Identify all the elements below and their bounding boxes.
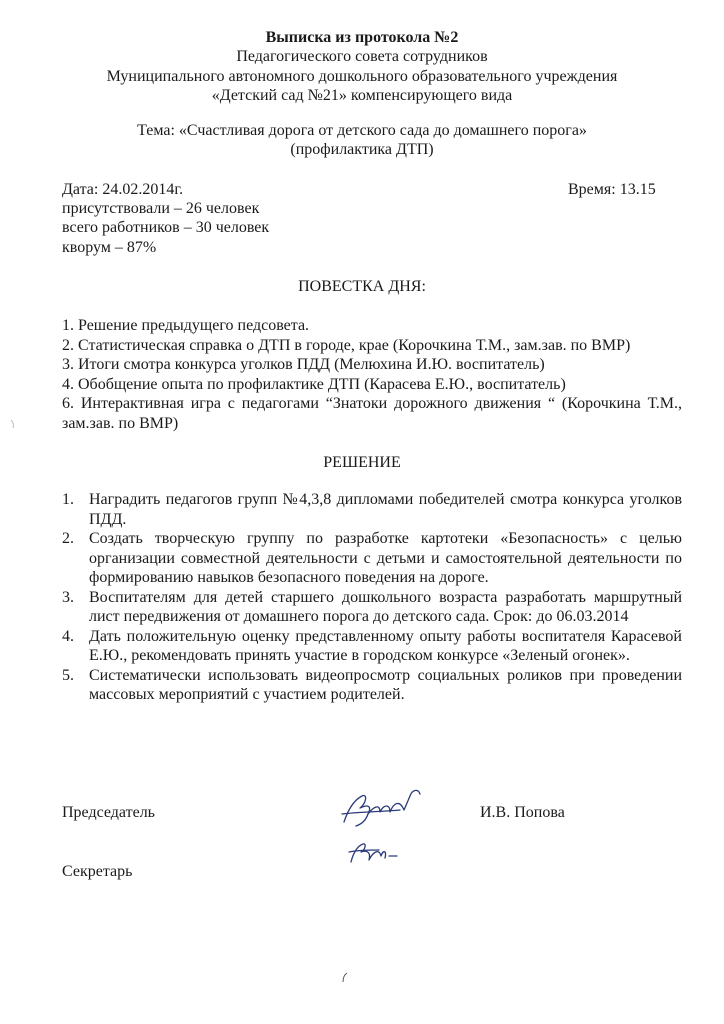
council-line: Педагогического совета сотрудников	[236, 48, 488, 65]
decision-heading: РЕШЕНИЕ	[323, 454, 401, 471]
agenda-item: 3. Итоги смотра конкурса уголков ПДД (Мелюхина И.Ю. воспитатель)	[62, 356, 545, 373]
agenda-list	[62, 316, 682, 433]
agenda-item: 6. Интерактивная игра с педагогами “Знатоки дорожного движения “ (Корочкина Т.М., зам.зав. по ВМР)	[62, 395, 682, 432]
decision-item	[62, 627, 682, 666]
theme-line: Тема: «Счастливая дорога от детского сада до домашнего порога»	[137, 122, 587, 139]
decision-item	[62, 588, 682, 627]
theme-subline: (профилактика ДТП)	[290, 141, 434, 158]
attendance-total: всего работников – 30 человек	[62, 219, 270, 236]
decision-text: Воспитателям для детей старшего дошкольного возраста разработать маршрутный лист передвижения от домашнего порога до детского сада. Срок: до 06.03.2014	[89, 588, 682, 625]
agenda-heading: ПОВЕСТКА ДНЯ:	[298, 278, 426, 295]
decision-text: Систематически использовать видеопросмотр социальных роликов при проведении массовых мероприятий с участием родителей.	[89, 666, 682, 703]
scan-mark	[8, 418, 18, 430]
decision-item	[62, 529, 682, 588]
agenda-item: 4. Обобщение опыта по профилактике ДТП (Карасева Е.Ю., воспитатель)	[62, 375, 566, 393]
chair-signature	[338, 782, 438, 832]
quorum: кворум – 87%	[62, 239, 157, 256]
attendance-present: присутствовали – 26 человек	[62, 200, 260, 217]
scan-mark	[340, 970, 350, 984]
agenda-item: 2. Статистическая справка о ДТП в городе, крае (Корочкина Т.М., зам.зав. по ВМР)	[62, 336, 631, 354]
kindergarten-line: «Детский сад №21» компенсирующего вида	[211, 87, 513, 104]
decision-text: Дать положительную оценку представленному опыту работы воспитателя Карасевой Е.Ю., рекомендовать принять участие в городском конкурсе «Зеленый огонек».	[89, 627, 682, 664]
decision-text: Создать творческую группу по разработке картотеки «Безопасность» с целью организации совместной деятельности с детьми и самостоятельной деятельности по формированию навыков безопасного поведения на дороге.	[89, 530, 682, 586]
decision-text: Наградить педагогов групп №4,3,8 дипломами победителей смотра конкурса уголков ПДД.	[89, 491, 682, 528]
document-title: Выписка из протокола №2	[265, 29, 459, 46]
institution-line: Муниципального автономного дошкольного образовательного учреждения	[106, 68, 618, 85]
decision-item	[62, 666, 682, 705]
meeting-time: Время: 13.15	[568, 181, 656, 198]
secretary-signature	[345, 838, 405, 868]
secretary-label: Секретарь	[62, 863, 133, 880]
decision-item	[62, 490, 682, 529]
decision-number: 1.	[62, 491, 74, 508]
decision-number: 5.	[62, 666, 74, 684]
decision-number: 3.	[62, 588, 74, 606]
decision-number: 2.	[62, 530, 74, 547]
chair-name: И.В. Попова	[480, 804, 565, 821]
meeting-date: Дата: 24.02.2014г.	[62, 181, 184, 198]
chair-label: Председатель	[62, 804, 155, 821]
agenda-item: 1. Решение предыдущего педсовета.	[62, 317, 310, 334]
decision-list	[62, 490, 682, 705]
decision-number: 4.	[62, 627, 74, 645]
